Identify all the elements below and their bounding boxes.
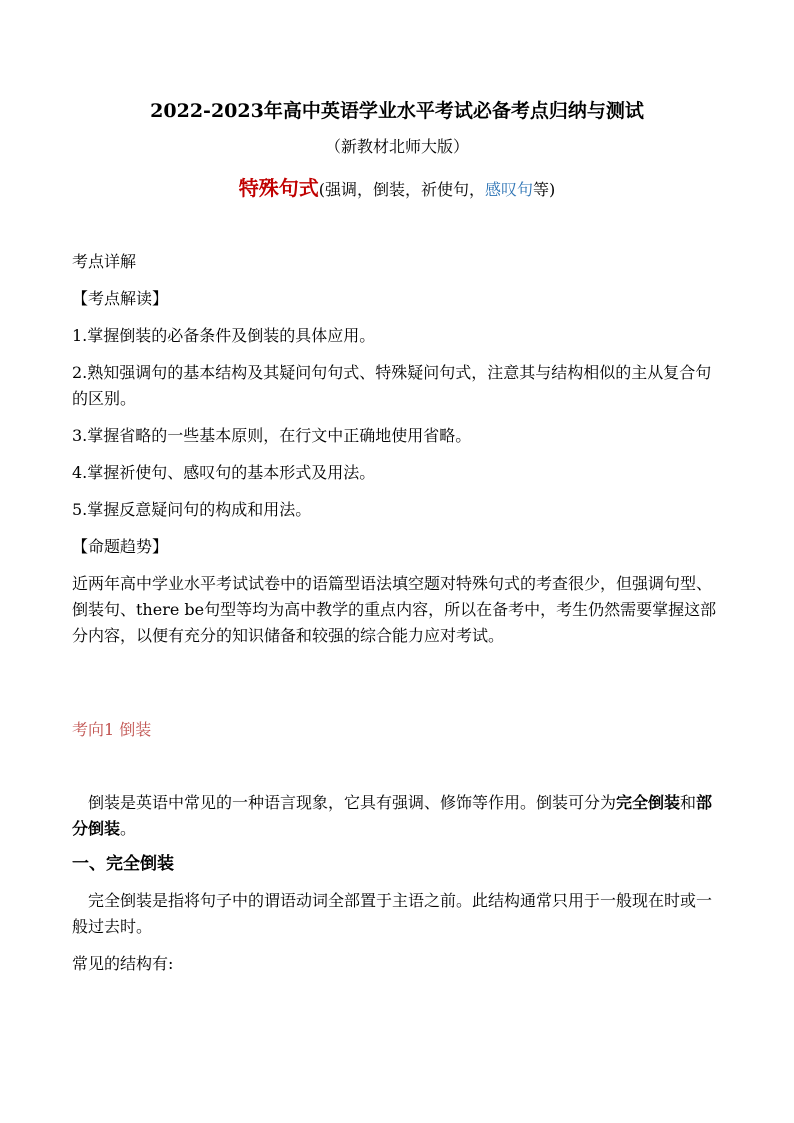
intro-partial-inversion: 部分倒装 [72, 793, 713, 838]
trend-heading: 【命题趋势】 [72, 537, 169, 556]
inversion-intro [72, 790, 727, 842]
intro-full-inversion: 完全倒装 [616, 793, 681, 812]
intro-text-3: 。 [120, 819, 137, 838]
point-4: 4.掌握祈使句、感叹句的基本形式及用法。 [72, 463, 376, 482]
interpretation-heading: 【考点解读】 [72, 289, 169, 308]
full-inversion-heading: 一、完全倒装 [72, 854, 174, 874]
document-title: 2022-2023年高中英语学业水平考试必备考点归纳与测试 [150, 100, 644, 122]
topic-line [0, 172, 794, 201]
section-label: 考点详解 [72, 252, 137, 271]
full-inversion-paragraph: 完全倒装是指将句子中的谓语动词全部置于主语之前。此结构通常只用于一般现在时或一般过去时。 [72, 891, 713, 936]
intro-text-1: 倒装是英语中常见的一种语言现象，它具有强调、修饰等作用。倒装可分为 [88, 793, 617, 812]
direction-heading: 考向1 倒装 [72, 720, 152, 739]
document-subtitle: （新教材北师大版） [324, 137, 469, 156]
topic-highlight: 感叹句 [484, 180, 533, 199]
point-2: 2.熟知强调句的基本结构及其疑问句句式、特殊疑问句式，注意其与结构相似的主从复合句的区别。 [72, 363, 712, 408]
point-1: 1.掌握倒装的必备条件及倒装的具体应用。 [72, 326, 376, 345]
topic-paren-open: (强调，倒装，祈使句， [318, 180, 485, 199]
structures-label: 常见的结构有: [72, 954, 174, 973]
point-3: 3.掌握省略的一些基本原则，在行文中正确地使用省略。 [72, 426, 472, 445]
topic-paren-close: 等) [533, 180, 556, 199]
trend-paragraph: 近两年高中学业水平考试试卷中的语篇型语法填空题对特殊句式的考查很少，但强调句型、倒装句、there be句型等均为高中教学的重点内容，所以在备考中，考生仍然需要掌握这部分内容，以便有充分的知识储备和较强的综合能力应对考试。 [72, 574, 717, 645]
topic-main: 特殊句式 [238, 176, 319, 200]
point-5: 5.掌握反意疑问句的构成和用法。 [72, 500, 312, 519]
intro-text-2: 和 [680, 793, 697, 812]
